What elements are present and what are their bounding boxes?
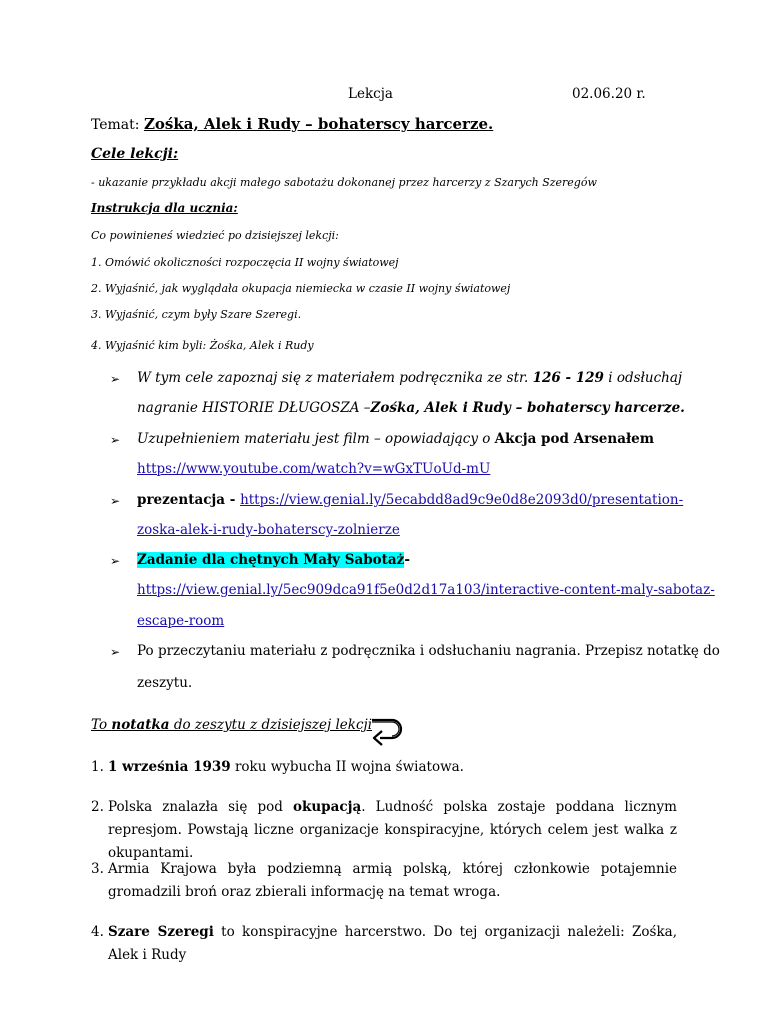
point-3-number: 3. [91,861,104,877]
point-1-date: 1 września 1939 [108,759,231,775]
point-4-number: 4. [91,924,104,940]
bullet-1-text: W tym cele zapoznaj się z materiałem podręcznika ze str. [137,370,533,386]
curved-arrow-icon [368,716,408,752]
note-heading-a: To [91,717,112,733]
bullet-arrow-icon: ➢ [110,554,121,568]
header-lesson: Lekcja [348,86,393,102]
sabotage-link[interactable]: https://view.genial.ly/5ec909dca91f5e0d2d17a103/interactive-content-maly-sabotaz- [137,582,715,598]
point-2-text-a: Polska znalazła się pod [108,799,293,815]
bullet-1-line-1 [137,370,682,386]
bullet-1-line-2 [137,400,685,416]
sabotage-link-continued[interactable]: escape-room [137,613,225,629]
point-2 [91,796,677,865]
point-2-text-c: . Ludność polska zostaje poddana licznym represjom. Powstają liczne organizacje konspiracyjne, których celem jest walka z okupantami. [108,799,677,861]
bullet-2-line-1 [137,431,654,447]
point-4-text: to konspiracyjne harcerstwo. Do tej organizacji należeli: Zośka, Alek i Rudy [108,924,677,963]
note-heading [91,717,372,733]
instruction-item: 3. Wyjaśnić, czym były Szare Szeregi. [91,308,302,321]
header-date: 02.06.20 r. [572,86,646,102]
bullet-arrow-icon: ➢ [110,433,121,447]
bullet-3-line-1 [137,492,683,508]
point-3-text: Armia Krajowa była podziemną armią polską, której członkowie potajemnie gromadzili broń oraz zbierali informację na temat wroga. [108,861,677,900]
instructions-intro: Co powinieneś wiedzieć po dzisiejszej lekcji: [91,229,339,242]
instruction-item: 4. Wyjaśnić kim byli: Żośka, Alek i Rudy [91,339,314,352]
presentation-link[interactable]: https://view.genial.ly/5ecabdd8ad9c9e0d8e2093d0/presentation- [240,492,684,508]
bullet-2-text: Uzupełnieniem materiału jest film – opowiadający o [137,431,495,447]
point-4 [91,921,677,967]
bullet-5-line-2: zeszytu. [137,675,193,691]
point-2-occupation: okupacją [292,799,362,815]
bullet-1-title: Zośka, Alek i Rudy – bohaterscy harcerze. [370,400,685,416]
point-1 [91,756,677,779]
bullet-4-highlight: Zadanie dla chętnych Mały Sabotaż [137,552,405,568]
bullet-arrow-icon: ➢ [110,645,121,659]
presentation-link-continued[interactable]: zoska-alek-i-rudy-bohaterscy-zolnierze [137,522,400,538]
point-2-number: 2. [91,799,104,815]
bullet-1-pages: 126 - 129 [532,370,604,386]
instruction-item: 1. Omówić okoliczności rozpoczęcia II wojny światowej [91,256,399,269]
point-1-number: 1. [91,759,104,775]
topic-line [91,115,493,133]
bullet-4-line-1 [137,552,410,568]
topic-prefix: Temat: [91,117,144,133]
point-4-grey-ranks: Szare Szeregi [108,924,214,940]
instructions-heading: Instrukcja dla ucznia: [91,201,238,215]
bullet-arrow-icon: ➢ [110,494,121,508]
point-3 [91,858,677,904]
topic-title: Zośka, Alek i Rudy – bohaterscy harcerze. [143,115,494,133]
point-1-text: roku wybucha II wojna światowa. [230,759,464,775]
bullet-1-recording: nagranie HISTORIE DŁUGOSZA – [137,400,371,416]
goals-item: - ukazanie przykładu akcji małego sabotażu dokonanej przez harcerzy z Szarych Szeregów [91,176,597,189]
bullet-1-text-end: i odsłuchaj [603,370,683,386]
bullet-2-film: Akcja pod Arsenałem [494,431,655,447]
instruction-item: 2. Wyjaśnić, jak wyglądała okupacja niemiecka w czasie II wojny światowej [91,282,511,295]
note-heading-bold: notatka [111,717,170,733]
bullet-3-label: prezentacja - [137,492,241,508]
youtube-link[interactable]: https://www.youtube.com/watch?v=wGxTUoUd-mU [137,461,491,477]
bullet-arrow-icon: ➢ [110,372,121,386]
bullet-4-dash: - [404,552,410,568]
bullet-5-line-1: Po przeczytaniu materiału z podręcznika i odsłuchaniu nagrania. Przepisz notatkę do [137,643,720,659]
note-heading-c: do zeszytu z dzisiejszej lekcji [169,717,373,733]
goals-heading: Cele lekcji: [91,146,179,162]
